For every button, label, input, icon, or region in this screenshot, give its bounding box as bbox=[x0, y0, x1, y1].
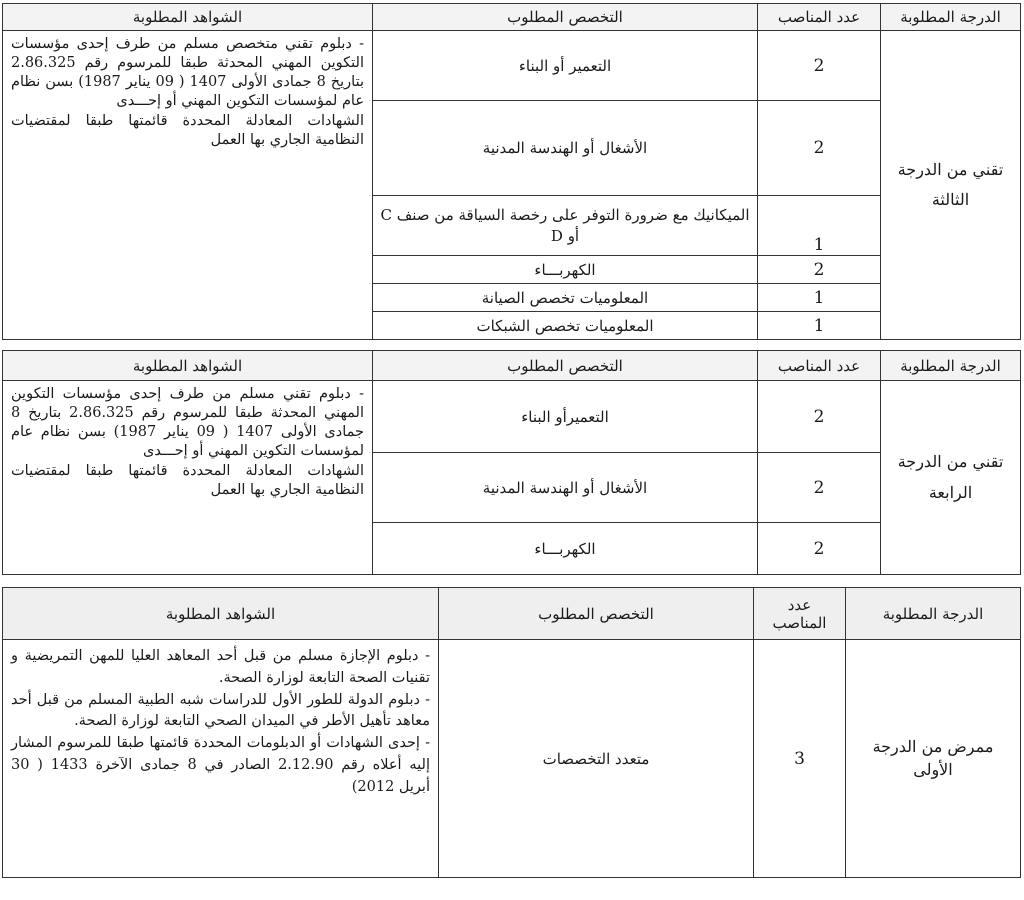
posts-cell: 2 bbox=[758, 453, 881, 523]
certificates-cell bbox=[3, 31, 373, 340]
header-certificates: الشواهد المطلوبة bbox=[3, 4, 373, 31]
posts-cell: 2 bbox=[758, 256, 881, 284]
certificate-text: - دبلوم تقني مسلم من طرف إحدى مؤسسات التكوين المهني المحدثة طبقا للمرسوم رقم 2.86.325 بتاريخ 8 جمادى الأولى 1407 ( 09 يناير 1987) بسن نظام عام لمؤسسات التكوين المهني أو إحـــدى bbox=[11, 386, 364, 460]
table-row bbox=[3, 640, 1021, 878]
specialty-cell: التعميرأو البناء bbox=[373, 381, 758, 453]
specialty-cell: الميكانيك مع ضرورة التوفر على رخصة السياقة من صنف C أو D bbox=[373, 196, 758, 256]
specialty-cell: الكهربـــاء bbox=[373, 256, 758, 284]
specialty-cell: الأشغال أو الهندسة المدنية bbox=[373, 453, 758, 523]
certificate-text: - دبلوم الدولة للطور الأول للدراسات شبه الطبية المسلم من قبل أحد معاهد تأهيل الأطر في الميدان الصحي التابعة لوزارة الصحة. bbox=[11, 691, 430, 730]
recruitment-table-2 bbox=[2, 350, 1021, 575]
specialty-cell: الأشغال أو الهندسة المدنية bbox=[373, 101, 758, 196]
recruitment-table-3 bbox=[2, 587, 1021, 878]
table-header-row bbox=[3, 588, 1021, 640]
header-degree: الدرجة المطلوبة bbox=[881, 4, 1021, 31]
posts-cell: 2 bbox=[758, 31, 881, 101]
header-specialty: التخصص المطلوب bbox=[373, 351, 758, 381]
specialty-cell: الكهربـــاء bbox=[373, 523, 758, 575]
table-row bbox=[3, 381, 1021, 453]
header-posts: عدد المناصب bbox=[758, 351, 881, 381]
specialty-cell: المعلوميات تخصص الشبكات bbox=[373, 312, 758, 340]
header-posts: عدد المناصب bbox=[758, 4, 881, 31]
certificate-text: - دبلوم الإجازة مسلم من قبل أحد المعاهد العليا للمهن التمريضية و تقنيات الصحة التابعة لوزارة الصحة. bbox=[11, 648, 430, 686]
recruitment-table-1 bbox=[2, 3, 1021, 340]
posts-cell: 2 bbox=[758, 523, 881, 575]
certificate-text: - إحدى الشهادات أو الدبلومات المحددة قائمتها طبقا للمرسوم المشار إليه أعلاه رقم 2.12.90 الصادر في 8 جمادى الآخرة 1433 ( 30 أبريل 2012) bbox=[11, 735, 430, 795]
specialty-cell: المعلوميات تخصص الصيانة bbox=[373, 284, 758, 312]
degree-cell: ممرض من الدرجة الأولى bbox=[846, 640, 1021, 878]
specialty-cell: التعمير أو البناء bbox=[373, 31, 758, 101]
header-certificates: الشواهد المطلوبة bbox=[3, 351, 373, 381]
certificates-cell bbox=[3, 640, 439, 878]
posts-cell: 1 bbox=[758, 284, 881, 312]
posts-cell: 3 bbox=[754, 640, 846, 878]
header-degree: الدرجة المطلوبة bbox=[881, 351, 1021, 381]
posts-cell: 2 bbox=[758, 381, 881, 453]
specialty-cell: متعدد التخصصات bbox=[439, 640, 754, 878]
posts-cell: 1 bbox=[758, 196, 881, 256]
certificates-cell bbox=[3, 381, 373, 575]
table-header-row bbox=[3, 351, 1021, 381]
table-row bbox=[3, 31, 1021, 101]
certificate-text: - دبلوم تقني متخصص مسلم من طرف إحدى مؤسسات التكوين المهني المحدثة طبقا للمرسوم رقم 2.86.325 بتاريخ 8 جمادى الأولى 1407 ( 09 يناير 1987) بسن نظام عام لمؤسسات التكوين المهني أو إحـــدى bbox=[11, 36, 364, 110]
header-certificates: الشواهد المطلوبة bbox=[3, 588, 439, 640]
header-posts: عدد المناصب bbox=[754, 588, 846, 640]
posts-cell: 1 bbox=[758, 312, 881, 340]
certificate-text: الشهادات المعادلة المحددة قائمتها طبقا لمقتضيات النظامية الجاري بها العمل bbox=[11, 462, 364, 498]
table-header-row bbox=[3, 4, 1021, 31]
certificate-text: الشهادات المعادلة المحددة قائمتها طبقا لمقتضيات النظامية الجاري بها العمل bbox=[11, 112, 364, 148]
header-specialty: التخصص المطلوب bbox=[373, 4, 758, 31]
posts-cell: 2 bbox=[758, 101, 881, 196]
header-specialty: التخصص المطلوب bbox=[439, 588, 754, 640]
degree-cell: تقني من الدرجة الثالثة bbox=[881, 31, 1021, 340]
degree-cell: تقني من الدرجة الرابعة bbox=[881, 381, 1021, 575]
header-degree: الدرجة المطلوبة bbox=[846, 588, 1021, 640]
